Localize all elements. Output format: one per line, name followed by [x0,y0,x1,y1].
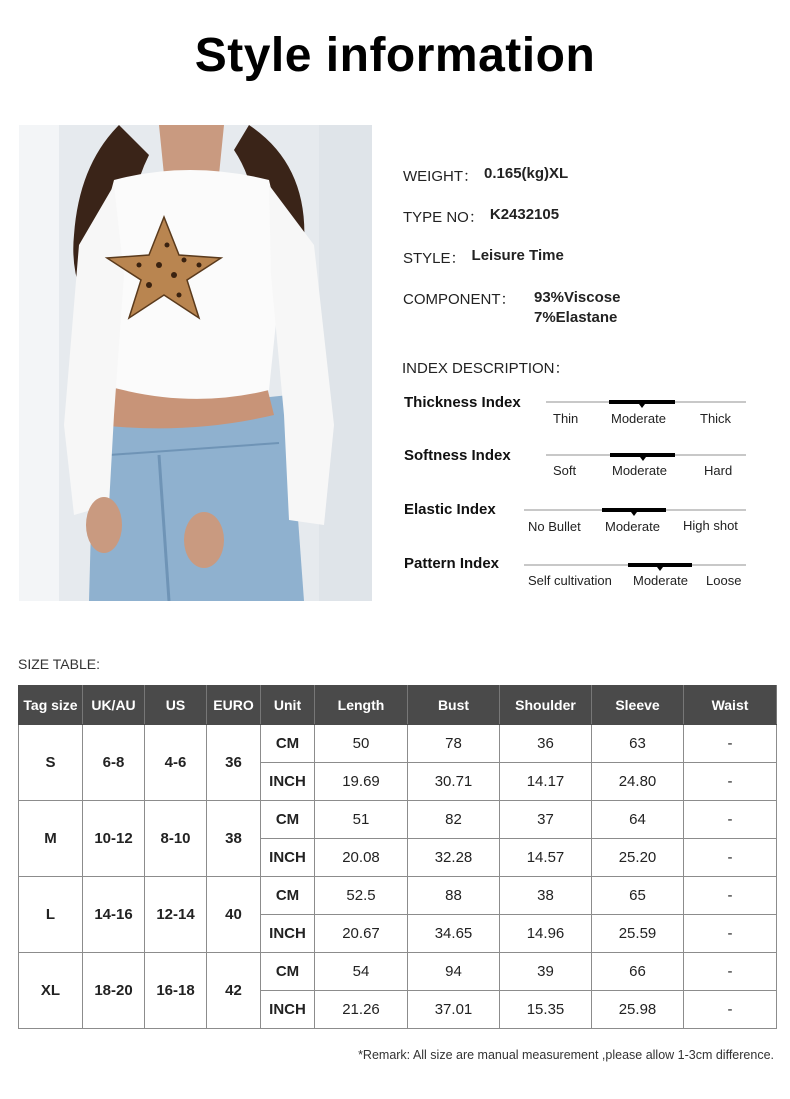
sleeve-cell: 25.98 [592,991,684,1029]
index-description-heading: INDEX DESCRIPTION： [402,360,570,377]
tag-size-cell: XL [19,953,83,1029]
length-cell: 21.26 [315,991,408,1029]
component-label: COMPONENT： [403,291,516,308]
elastic-option: No Bullet [528,519,581,534]
tag-size-cell: M [19,801,83,877]
pattern-index-label: Pattern Index [404,555,500,572]
header-cell: UK/AU [83,686,145,725]
type-label: TYPE NO： [403,209,484,226]
sleeve-cell: 64 [592,801,684,839]
model-illustration [19,125,372,601]
component-values [534,288,620,328]
euro-cell: 36 [207,725,261,801]
sleeve-cell: 25.59 [592,915,684,953]
bust-cell: 32.28 [408,839,500,877]
euro-cell: 38 [207,801,261,877]
length-cell: 54 [315,953,408,991]
us-cell: 8-10 [145,801,207,877]
euro-cell: 40 [207,877,261,953]
table-row [19,725,777,763]
tag-size-cell: L [19,877,83,953]
header-cell: Sleeve [592,686,684,725]
remark-note: *Remark: All size are manual measurement ,please allow 1-3cm difference. [358,1048,774,1062]
bust-cell: 34.65 [408,915,500,953]
us-cell: 16-18 [145,953,207,1029]
ukau-cell: 18-20 [83,953,145,1029]
bust-cell: 94 [408,953,500,991]
header-cell: Length [315,686,408,725]
elastic-index-label: Elastic Index [404,501,496,518]
header-cell: Bust [408,686,500,725]
table-row [19,877,777,915]
waist-cell: - [684,839,777,877]
style-row [403,247,564,268]
waist-cell: - [684,953,777,991]
unit-cell: CM [261,877,315,915]
size-table-title: SIZE TABLE: [18,656,100,672]
unit-cell: CM [261,953,315,991]
waist-cell: - [684,991,777,1029]
component-line: 93%Viscose [534,289,621,306]
waist-cell: - [684,877,777,915]
unit-cell: INCH [261,839,315,877]
unit-cell: INCH [261,763,315,801]
length-cell: 19.69 [315,763,408,801]
shoulder-cell: 39 [500,953,592,991]
us-cell: 4-6 [145,725,207,801]
header-cell: Waist [684,686,777,725]
style-value: Leisure Time [471,247,564,264]
ukau-cell: 6-8 [83,725,145,801]
shoulder-cell: 14.57 [500,839,592,877]
unit-cell: INCH [261,915,315,953]
elastic-option: Moderate [605,519,660,534]
size-table [18,685,777,1029]
size-table-header [19,686,777,725]
unit-cell: CM [261,801,315,839]
waist-cell: - [684,725,777,763]
softness-option: Soft [553,463,577,478]
weight-label: WEIGHT： [403,168,478,185]
softness-scale-pointer [640,457,646,461]
shoulder-cell: 36 [500,725,592,763]
thickness-option: Moderate [611,411,666,426]
tag-size-cell: S [19,725,83,801]
style-label: STYLE： [403,250,466,267]
pattern-option: Moderate [633,573,688,588]
sleeve-cell: 24.80 [592,763,684,801]
thickness-option: Thin [553,411,579,426]
waist-cell: - [684,915,777,953]
softness-option: Moderate [612,463,667,478]
sleeve-cell: 25.20 [592,839,684,877]
elastic-scale-pointer [631,512,637,516]
shoulder-cell: 14.96 [500,915,592,953]
header-cell: Shoulder [500,686,592,725]
bust-cell: 30.71 [408,763,500,801]
pattern-scale-pointer [657,567,663,571]
shoulder-cell: 15.35 [500,991,592,1029]
product-photo [19,125,372,601]
softness-option: Hard [704,463,733,478]
header-cell: Tag size [19,686,83,725]
bust-cell: 88 [408,877,500,915]
ukau-cell: 10-12 [83,801,145,877]
length-cell: 20.08 [315,839,408,877]
waist-cell: - [684,763,777,801]
pattern-option: Loose [706,573,742,588]
shoulder-cell: 14.17 [500,763,592,801]
thickness-index-label: Thickness Index [404,394,521,411]
bust-cell: 37.01 [408,991,500,1029]
weight-value: 0.165(kg)XL [484,165,569,182]
sleeve-cell: 63 [592,725,684,763]
header-cell: EURO [207,686,261,725]
sleeve-cell: 65 [592,877,684,915]
waist-cell: - [684,801,777,839]
us-cell: 12-14 [145,877,207,953]
length-cell: 51 [315,801,408,839]
unit-cell: CM [261,725,315,763]
unit-cell: INCH [261,991,315,1029]
table-row [19,801,777,839]
shoulder-cell: 38 [500,877,592,915]
thickness-option: Thick [700,411,732,426]
pattern-option: Self cultivation [528,573,612,588]
type-row [403,206,559,227]
bust-cell: 82 [408,801,500,839]
weight-row [403,165,568,186]
thickness-scale-pointer [639,404,645,408]
length-cell: 52.5 [315,877,408,915]
component-line: 7%Elastane [534,309,618,326]
header-cell: US [145,686,207,725]
table-row [19,953,777,991]
page-title: Style information [194,29,596,82]
euro-cell: 42 [207,953,261,1029]
header-cell: Unit [261,686,315,725]
bust-cell: 78 [408,725,500,763]
elastic-option: High shot [683,518,738,533]
sleeve-cell: 66 [592,953,684,991]
length-cell: 20.67 [315,915,408,953]
type-value: K2432105 [489,206,560,223]
softness-index-label: Softness Index [404,447,511,464]
component-row [403,288,621,326]
length-cell: 50 [315,725,408,763]
shoulder-cell: 37 [500,801,592,839]
ukau-cell: 14-16 [83,877,145,953]
